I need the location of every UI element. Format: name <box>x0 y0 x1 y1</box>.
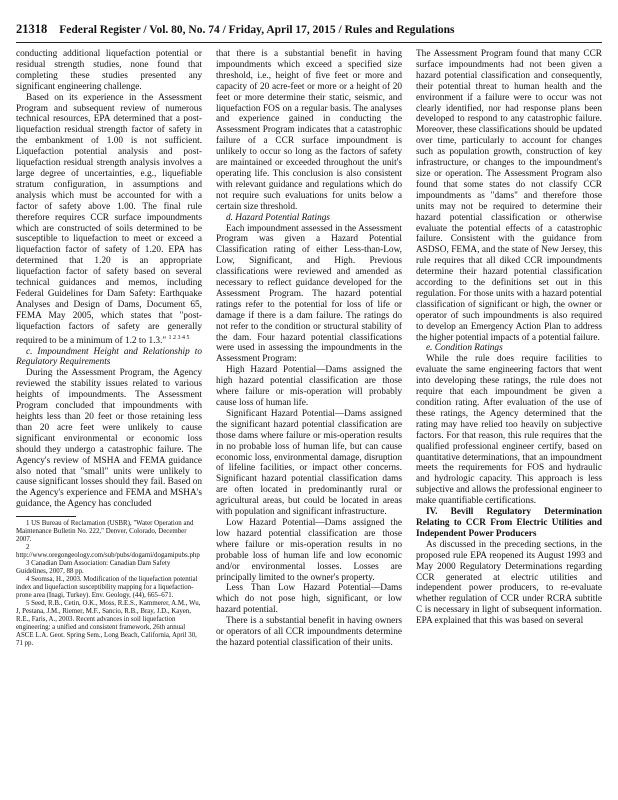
section-heading-major: IV. Bevill Regulatory Determination Relating to CCR From Electric Utilities and Independent Power Producers <box>416 507 602 539</box>
footnote: 1 US Bureau of Reclamation (USBR), "Water Operation and Maintenance Bulletin No. 222," Denver, Colorado, December 2007. <box>16 520 194 544</box>
header-title: Federal Register / Vol. 80, No. 74 / Friday, April 17, 2015 / Rules and Regulations <box>59 24 455 36</box>
page-number: 21318 <box>16 22 48 36</box>
paragraph: that there is a substantial benefit in having impoundments which exceed a specified size threshold, i.e., height of five feet or more and capacity of 20 acre-feet or more or a height of 20 feet or more determine their static, seismic, and liquefaction FOS on a regular basis. The analyses and experience gained in conducting the Assessment Program indicates that a catastrophic failure of a CCR surface impoundment is unlikely to occur so long as the factors of safety are maintained or exceeded throughout the unit's operating life. This conclusion is also consistent with relevant guidance and regulations which do not require such evaluations for units below a certain size threshold. <box>216 49 402 212</box>
running-header <box>16 22 602 43</box>
paragraph: Each impoundment assessed in the Assessment Program was given a Hazard Potential Classification rating of either Less-than-Low, Low, Significant, and High. Previous classifications were reviewed and amended as necessary to reflect guidance developed for the Assessment Program. The hazard potential ratings refer to the potential for loss of life or damage if there is a dam failure. The ratings do not refer to the condition or structural stability of the dam. Four hazard potential classifications were used in assessing the impoundments in the Assessment Program: <box>216 223 402 365</box>
paragraph: conducting additional liquefaction potential or residual strength studies, none found that completing these studies presented any significant engineering challenge. <box>16 49 202 92</box>
text-columns <box>16 49 602 797</box>
paragraph: As discussed in the preceding sections, in the proposed rule EPA reopened its August 1993 and May 2000 Regulatory Determinations regarding CCR generated at electric utilities and independent power producers, to re-evaluate whether regulation of CCR under RCRA subtitle C is necessary in light of subsequent information. EPA explained that this was based on several <box>416 539 602 627</box>
section-heading: d. Hazard Potential Ratings <box>226 212 330 223</box>
footnote: 4 Seomsa, H., 2003. Modification of the liquefaction potential index and liquefaction susceptibility mapping for a liquefaction-prone area (Inagi, Turkey). Env. Geology, (44), 665–671. <box>16 576 198 600</box>
paragraph: During the Assessment Program, the Agency reviewed the stability issues related to various heights of impoundments. The Assessment Program concluded that impoundments with heights less than 20 feet or those retaining less than 20 acre feet were unlikely to cause significant environmental or economic loss should they undergo a catastrophic failure. The Agency's review of MSHA and FEMA guidance also noted that "small" units were unlikely to cause significant losses should they fail. Based on the Agency's experience and FEMA and MSHA's guidance, the Agency has concluded <box>16 368 202 510</box>
paragraph: High Hazard Potential—Dams assigned the high hazard potential classification are those where failure or mis-operation will probably cause loss of human life. <box>216 365 402 408</box>
paragraph: There is a substantial benefit in having owners or operators of all CCR impoundments determine the hazard potential classification of their units. <box>216 616 402 648</box>
footnote-divider <box>16 516 76 517</box>
paragraph: Low Hazard Potential—Dams assigned the low hazard potential classification are those where failure or mis-operation results in no probable loss of human life and low economic and/or environmental losses. Losses are principally limited to the owner's property. <box>216 517 402 583</box>
paragraph: While the rule does require facilities to evaluate the same engineering factors that went into developing these ratings, the rule does not require that each impoundment be given a condition rating. After evaluation of the use of these ratings, the Agency determined that the rating may have relied too heavily on subjective factors. For that reason, this rule requires that the qualified professional engineer certify, based on quantitative determinations, that an impoundment meets the requirements for FOS and hydraulic and hydrologic capacity. This approach is less subjective and allows the professional engineer to make quantifiable certifications. <box>416 354 602 507</box>
footnote: 2 http://www.oregongeology.com/sub/pubs/dogami/dogamipubs.php <box>16 544 200 560</box>
column-3 <box>416 49 602 797</box>
paragraph: Less Than Low Hazard Potential—Dams which do not pose high, significant, or low hazard potential. <box>216 583 402 616</box>
paragraph <box>16 93 202 347</box>
section-heading: e. Condition Ratings <box>426 343 503 354</box>
paragraph-text: Based on its experience in the Assessment Program and subsequent review of numerous technical resources, EPA determined that a post-liquefaction residual strength factor of safety in the embankment of 1.00 is not sufficient. Liquefaction potential analysis and post-liquefaction residual strength analysis involves a large degree of uncertainties, e.g., liquefiable stratum configuration, in assumptions and analysis which must be accounted for with a factor of safety above 1.00. The final rule therefore requires CCR surface impoundments which are constructed of soils determined to be susceptible to liquefaction to meet or exceed a liquefaction factor of safety of 1.20. EPA has determined that 1.20 is an appropriate liquefaction factor of safety based on several technical guidances and memos, including Federal Guidelines for Dam Safety: Earthquake Analyses and Design of Dams, Document 65, FEMA May 2005, which states that "post-liquefaction factors of safety are generally required to be a minimum of 1.2 to 1.3." <box>16 92 202 346</box>
footnote-refs: 1 2 3 4 5 <box>168 334 190 341</box>
section-heading: c. Impoundment Height and Relationship to Regulatory Requirements <box>16 346 202 368</box>
footnote: 3 Canadian Dam Association: Canadian Dam Safety Guidelines, 2007, 88 pp. <box>16 560 171 576</box>
column-1 <box>16 49 202 797</box>
column-2 <box>216 49 402 797</box>
paragraph: Significant Hazard Potential—Dams assigned the significant hazard potential classification are those dams where failure or mis-operation results in no probable loss of human life, but can cause economic loss, environmental damage, disruption of lifeline facilities, or impact other concerns. Significant hazard potential classification dams are often located in predominantly rural or agricultural areas, but could be located in areas with population and significant infrastructure. <box>216 408 402 518</box>
paragraph: The Assessment Program found that many CCR surface impoundments had not been given a hazard potential classification and consequently, their potential threat to human health and the environment if a failure were to occur was not clearly identified, nor had response plans been developed to respond to any catastrophic failure. Moreover, these classifications should be updated over time, particularly to account for changes such as population growth, construction of key infrastructure, or changes to the impoundment's size or operation. The Assessment Program also found that some states do not classify CCR impoundments as "dams" and therefore those units may not be required to determine their hazard potential classification or otherwise evaluate the potential effects of a catastrophic failure. Consistent with the guidance from ASDSO, FEMA, and the state of New Jersey, this rule requires that all diked CCR impoundments determine their hazard potential classification according to the definitions set out in this regulation. For those units with a hazard potential classification of significant or high, the owner or operator of such impoundments is also required to develop an Emergency Action Plan to address the higher potential impacts of a potential failure. <box>416 49 602 343</box>
footnote: 5 Seed, R.B., Cetin, O.K., Moss, R.E.S., Kammerer, A.M., Wu, J, Pestana, J.M., Riemer, M.F., Sancio, R.B., Bray, J.D., Kayen, R.E., Faris, A., 2003. Recent advances in soil liquefaction engineering: a unified and consistent framework, 26th annual ASCE L.A. Geot. Spring Sem., Long Beach, California, April 30, 71 pp. <box>16 600 201 648</box>
